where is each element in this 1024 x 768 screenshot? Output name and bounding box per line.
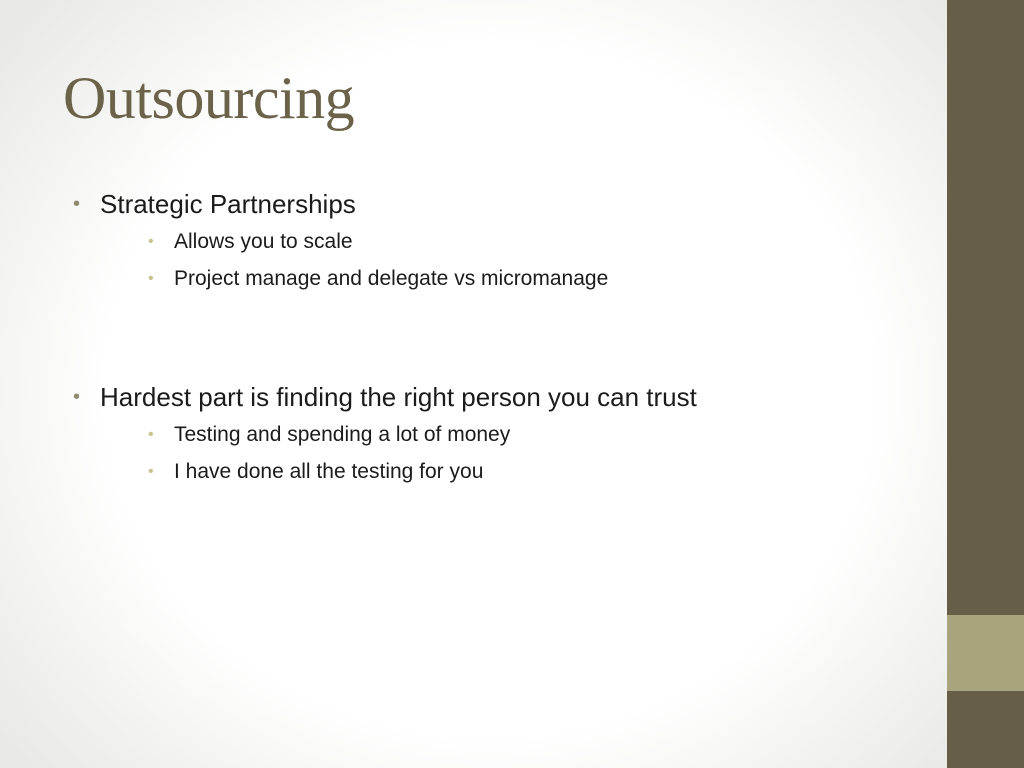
- bullet-group-strategic-partnerships: [0, 186, 900, 300]
- sub-bullet-item: [0, 419, 900, 456]
- sub-bullet-item: [0, 456, 900, 493]
- sub-bullet-item: [0, 226, 900, 263]
- sub-bullet-item: [0, 263, 900, 300]
- bullet-item: [0, 186, 900, 222]
- bullet-icon: •: [73, 193, 81, 215]
- sub-bullet-icon: •: [148, 233, 154, 250]
- sub-bullet-list: [0, 419, 900, 493]
- sub-bullet-icon: •: [148, 426, 154, 443]
- sub-bullet-icon: •: [148, 463, 154, 480]
- sub-bullet-text: I have done all the testing for you: [174, 460, 484, 483]
- decorative-side-bar: [947, 0, 1024, 768]
- bullet-group-hardest-part: [0, 379, 900, 493]
- bullet-item: [0, 379, 900, 415]
- bullet-text: Strategic Partnerships: [100, 189, 356, 219]
- bullet-text: Hardest part is finding the right person you can trust: [100, 382, 697, 412]
- slide-title: Outsourcing: [63, 65, 355, 131]
- sub-bullet-text: Testing and spending a lot of money: [174, 423, 511, 446]
- sub-bullet-text: Project manage and delegate vs micromanage: [174, 267, 609, 290]
- sub-bullet-text: Allows you to scale: [174, 230, 353, 253]
- sub-bullet-icon: •: [148, 270, 154, 287]
- bullet-icon: •: [73, 386, 81, 408]
- decorative-side-accent-block: [947, 615, 1024, 691]
- sub-bullet-list: [0, 226, 900, 300]
